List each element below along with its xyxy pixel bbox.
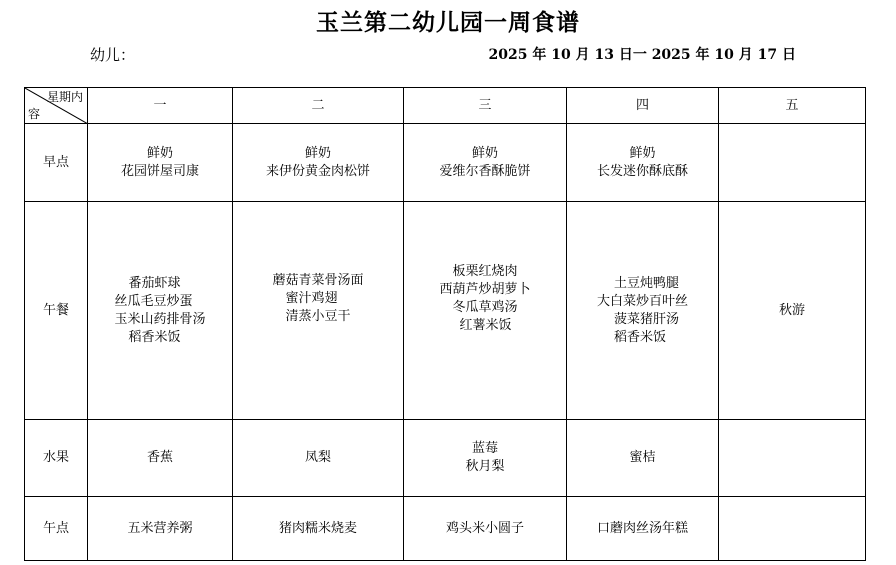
menu-cell [88, 202, 233, 420]
menu-cell [88, 497, 233, 561]
menu-cell [404, 420, 567, 497]
menu-item: 蓝莓 [471, 441, 498, 456]
menu-item: 西葫芦炒胡萝卜 [439, 282, 531, 297]
menu-item: 蘑菇青菜骨汤面 [272, 273, 364, 288]
corner-day-label: 星期内 [46, 90, 83, 104]
menu-item-group [114, 275, 205, 347]
day-header-wed: 三 [404, 88, 567, 124]
menu-item: 香蕉 [146, 450, 173, 465]
menu-item: 稻香米饭 [128, 329, 181, 345]
corner-header-cell [25, 88, 88, 124]
table-row-afternoon-snack [25, 497, 866, 561]
menu-item: 大白菜炒百叶丝 [596, 293, 688, 309]
row-label: 午餐 [25, 202, 88, 420]
menu-cell [567, 202, 719, 420]
menu-item: 番茄虾球 [128, 275, 181, 291]
menu-item-group [272, 272, 363, 326]
menu-cell [233, 124, 404, 202]
table-row-fruit [25, 420, 866, 497]
menu-item: 爱维尔香酥脆饼 [439, 163, 531, 179]
corner-content-label: 容 [28, 107, 41, 121]
menu-cell [404, 202, 567, 420]
menu-item: 蜜汁鸡翅 [285, 291, 338, 306]
table-row-morning-snack [25, 124, 866, 202]
menu-item: 鲜奶 [146, 145, 173, 161]
menu-cell [719, 202, 866, 420]
menu-cell [88, 420, 233, 497]
menu-item: 秋游 [778, 302, 805, 318]
menu-item: 红薯米饭 [459, 318, 512, 333]
menu-item: 稻香米饭 [613, 329, 666, 345]
menu-cell [567, 497, 719, 561]
menu-cell [88, 124, 233, 202]
menu-item: 猪肉糯米烧麦 [278, 520, 357, 536]
menu-item: 鲜奶 [304, 145, 331, 161]
table-row-lunch [25, 202, 866, 420]
row-label: 早点 [25, 124, 88, 202]
menu-cell [404, 124, 567, 202]
menu-item: 板栗红烧肉 [452, 264, 518, 279]
weekly-menu-table [24, 87, 866, 561]
menu-cell [233, 202, 404, 420]
menu-item: 长发迷你酥底酥 [596, 163, 688, 179]
menu-item: 花园饼屋司康 [120, 163, 199, 179]
menu-item: 冬瓜草鸡汤 [452, 300, 518, 315]
menu-cell [404, 497, 567, 561]
day-header-fri: 五 [719, 88, 866, 124]
menu-item: 秋月梨 [465, 459, 505, 474]
menu-item: 鲜奶 [471, 145, 498, 161]
menu-item: 鸡头米小圆子 [445, 520, 524, 536]
menu-item: 鲜奶 [629, 145, 656, 161]
day-header-thu: 四 [567, 88, 719, 124]
menu-item: 五米营养粥 [127, 520, 193, 536]
menu-item: 蜜桔 [629, 450, 656, 465]
menu-item: 清蒸小豆干 [285, 309, 351, 324]
day-header-tue: 二 [233, 88, 404, 124]
menu-item-group [597, 275, 688, 347]
menu-item: 菠菜猪肝汤 [613, 311, 679, 327]
menu-cell-empty [719, 497, 866, 561]
day-header-mon: 一 [88, 88, 233, 124]
date-range: 2025 年 10 月 13 日一 2025 年 10 月 17 日 [488, 47, 796, 63]
page-title: 玉兰第二幼儿园一周食谱 [316, 9, 580, 36]
menu-item: 玉米山药排骨汤 [114, 311, 206, 327]
menu-cell [233, 497, 404, 561]
menu-item: 来伊份黄金肉松饼 [265, 163, 370, 179]
menu-cell [567, 124, 719, 202]
menu-cell-empty [719, 420, 866, 497]
row-label: 午点 [25, 497, 88, 561]
menu-item: 凤梨 [304, 450, 331, 465]
menu-cell [233, 420, 404, 497]
row-label: 水果 [25, 420, 88, 497]
menu-item: 口蘑肉丝汤年糕 [596, 520, 688, 536]
menu-cell [567, 420, 719, 497]
menu-item: 丝瓜毛豆炒蛋 [114, 293, 193, 309]
table-header-row [25, 88, 866, 124]
child-name-label: 幼儿： [90, 46, 136, 64]
menu-item: 土豆炖鸭腿 [613, 275, 679, 291]
menu-cell-empty [719, 124, 866, 202]
menu-item-group [439, 263, 530, 335]
